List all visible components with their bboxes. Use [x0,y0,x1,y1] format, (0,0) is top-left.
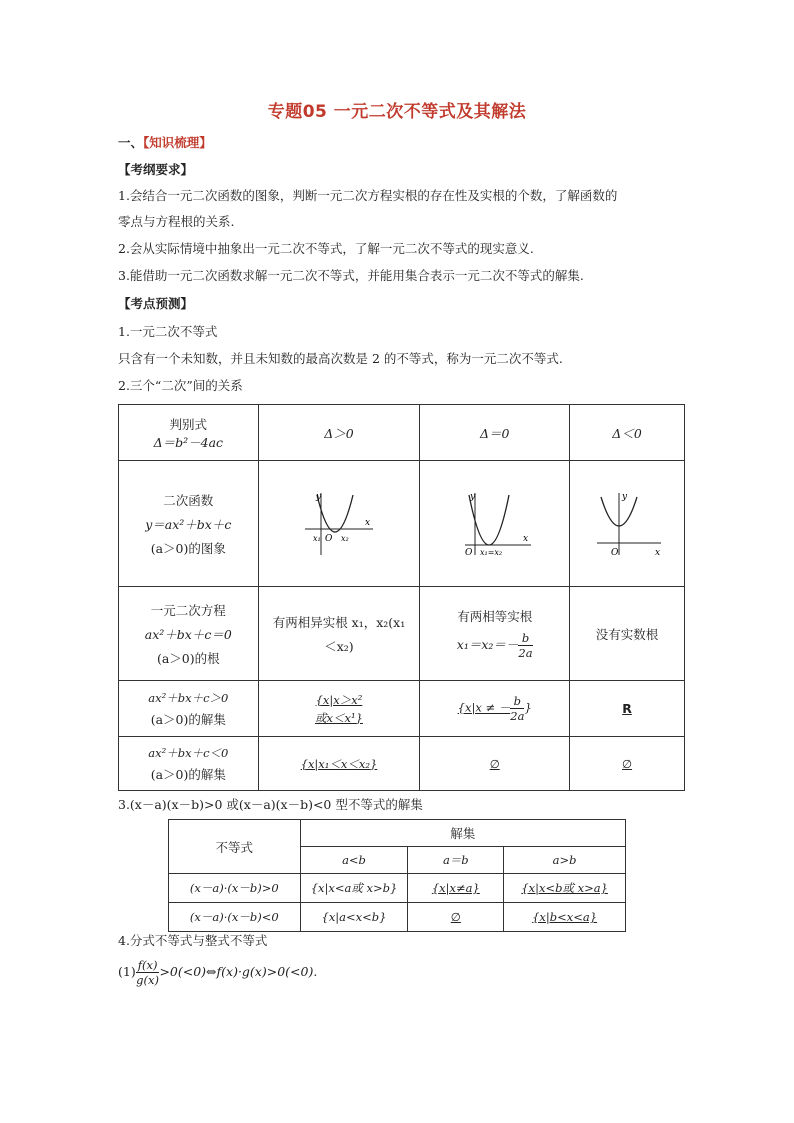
graph-x1-label: x₁ [312,533,321,543]
positive-solution-line-1: {x|x＞x² [315,692,363,707]
point-1-text: 只含有一个未知数，并且未知数的最高次数是 2 的不等式，称为一元二次不等式. [118,351,563,366]
function-formula: y＝ax²＋bx＋c [145,516,232,532]
kaogang-item-1-line-2: 零点与方程根的关系. [118,214,235,229]
delta-positive-header: Δ＞0 [258,405,420,461]
positive-solution-rhs: } [524,700,532,715]
positive-solution-label-cell [119,681,259,737]
graph-y-label: y [622,491,628,502]
positive-a-less-b: {x|x<a或 x>b} [300,874,408,903]
negative-solution-one-root-cell: ∅ [420,737,570,791]
roots-equal-lhs: x₁＝x₂＝－ [456,637,519,652]
inequality-header: 不等式 [169,820,301,874]
roots-two-distinct-cell [258,587,420,681]
inequality-negative: (x－a)·(x－b)<0 [169,903,301,932]
positive-a-equal-b: {x|x≠a} [408,874,504,903]
point-4-title: 4.分式不等式与整式不等式 [118,933,268,948]
graph-no-root-cell [570,461,685,587]
kaogang-item-2: 2.会从实际情境中抽象出一元二次不等式，了解一元二次不等式的现实意义. [118,241,534,256]
equation-condition: (a＞0)的根 [156,650,220,666]
formula-prefix: (1) [118,964,136,979]
table-row [119,587,685,681]
a-less-b-header: a<b [300,847,408,874]
fraction-numerator: f(x) [137,958,158,972]
table-row [169,820,626,847]
table-row [119,405,685,461]
graph-y-label: y [315,491,322,502]
quadratic-relation-table [118,404,685,791]
graph-x2-label: x₂ [340,533,349,543]
fraction-denominator: 2a [510,709,525,723]
function-condition: (a＞0)的图象 [150,540,226,556]
negative-a-less-b: {x|a<x<b} [300,903,408,932]
fraction-numerator: b [518,631,532,646]
table-row [119,737,685,791]
section-label: 【知识梳理】 [143,135,212,150]
kaogang-header: 【考纲要求】 [118,162,194,177]
delta-negative-header: Δ＜0 [570,405,685,461]
table-row [119,461,685,587]
point-3-title: 3.(x－a)(x－b)>0 或(x－a)(x－b)<0 型不等式的解集 [118,797,423,812]
parabola-no-root-graph [587,489,667,559]
point-4-formula [118,958,317,987]
positive-solution-one-root-cell [420,681,570,737]
fraction [510,694,524,723]
kaodian-header: 【考点预测】 [118,296,194,311]
graph-two-roots-cell [258,461,420,587]
graph-y-label: y [469,491,475,502]
graph-x-label: x [522,533,528,544]
fraction-numerator: b [510,694,524,709]
function-label-cell [119,461,259,587]
fraction-denominator: g(x) [136,973,159,987]
section-prefix: 一、 [118,135,144,150]
positive-solution-line-2: 或x＜x¹} [315,710,363,725]
discriminant-label: 判别式 [169,416,208,432]
positive-solution-two-roots-cell [258,681,420,737]
solution-header: 解集 [300,820,625,847]
negative-inequality: ax²＋bx＋c＜0 [148,745,229,760]
point-1-title: 1.一元二次不等式 [118,324,218,339]
graph-x1x2-label: x₁=x₂ [479,547,502,557]
table-row [169,874,626,903]
roots-two-distinct-line-1: 有两相异实根 x₁，x₂(x₁ [272,614,406,630]
graph-x-label: x [364,517,371,528]
fraction [518,631,532,660]
equation-label: 一元二次方程 [150,602,226,618]
negative-solution-label-cell [119,737,259,791]
discriminant-label-cell [119,405,259,461]
roots-equal-cell [420,587,570,681]
discriminant-formula: Δ＝b²－4ac [153,434,224,450]
roots-two-distinct-line-2: ＜x₂) [324,638,354,654]
factored-inequality-table [168,819,626,932]
positive-solution-lhs: {x|x ≠ － [457,700,511,715]
table-row [169,903,626,932]
roots-none-cell: 没有实数根 [570,587,685,681]
roots-equal-label: 有两相等实根 [457,609,533,624]
page-title: 专题05 一元二次不等式及其解法 [267,102,527,122]
kaogang-item-1-line-1: 1.会结合一元二次函数的图象，判断一元二次方程实根的存在性及实根的个数，了解函数的 [118,188,618,203]
formula-rhs: >0(<0)⇔f(x)·g(x)>0(<0). [159,964,318,979]
negative-solution-label: (a＞0)的解集 [150,766,226,782]
negative-solution-no-root-cell: ∅ [570,737,685,791]
graph-origin-label: O [464,547,473,558]
positive-inequality: ax²＋bx＋c＞0 [148,690,229,705]
delta-zero-header: Δ＝0 [420,405,570,461]
inequality-positive: (x－a)·(x－b)>0 [169,874,301,903]
table-row [119,681,685,737]
function-label: 二次函数 [163,492,214,508]
fraction [136,958,160,987]
negative-a-greater-b: {x|b<x<a} [504,903,626,932]
a-greater-b-header: a>b [504,847,626,874]
positive-solution-label: (a＞0)的解集 [150,711,226,727]
section-heading [118,134,212,152]
graph-origin-label: O [324,533,333,544]
roots-equal-formula [420,631,569,660]
graph-origin-label: O [611,547,619,558]
equation-formula: ax²＋bx＋c＝0 [144,626,232,642]
positive-a-greater-b: {x|x<b或 x>a} [504,874,626,903]
graph-x-label: x [655,547,661,558]
fraction-denominator: 2a [518,646,533,660]
kaogang-item-3: 3.能借助一元二次函数求解一元二次不等式，并能用集合表示一元二次不等式的解集. [118,268,584,283]
equation-label-cell [119,587,259,681]
parabola-one-root-graph [455,489,535,559]
negative-solution-two-roots-cell: {x|x₁＜x＜x₂} [258,737,420,791]
a-equal-b-header: a＝b [408,847,504,874]
point-2-title: 2.三个“二次”间的关系 [118,378,243,393]
positive-solution-no-root-cell: R [570,681,685,737]
parabola-two-roots-graph [299,489,379,559]
graph-one-root-cell [420,461,570,587]
negative-a-equal-b: ∅ [408,903,504,932]
